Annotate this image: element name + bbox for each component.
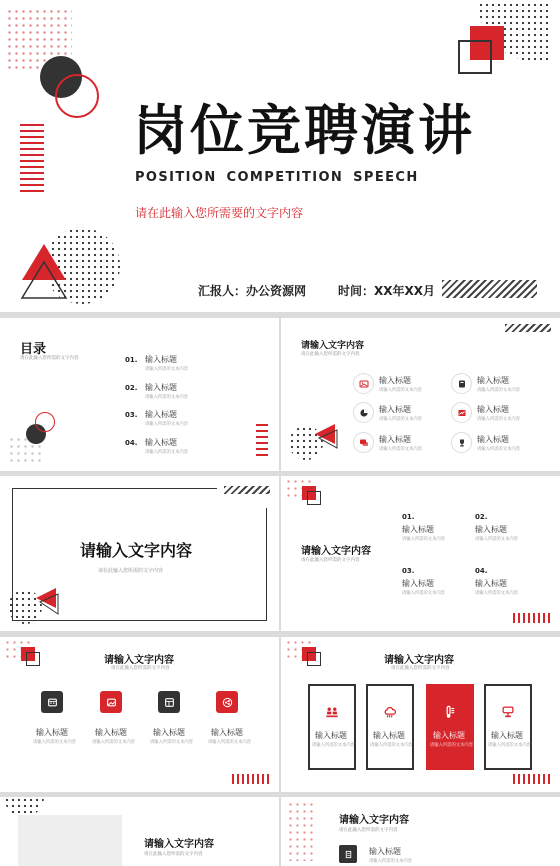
card-desc: 请输入所需的文本内容 (208, 740, 251, 745)
red-ring-decoration (35, 412, 55, 432)
image-text-slide[interactable] (0, 797, 279, 866)
list-slide[interactable] (281, 797, 560, 866)
item-num: 04. (475, 567, 488, 575)
numbered-item[interactable] (475, 567, 545, 599)
item-label: 输入标题 (475, 525, 507, 534)
feature-desc: 请输入所需的文本内容 (379, 388, 422, 393)
slide-desc: 请在此输入您所需的文字内容 (339, 828, 398, 833)
outline-square-decoration (307, 491, 321, 505)
toc-slide[interactable] (0, 318, 279, 471)
list-item-label: 输入标题 (369, 847, 401, 856)
image-icon (353, 373, 374, 394)
feature-desc: 请输入所需的文本内容 (477, 388, 520, 393)
toc-item-desc: 请输入所需的文本内容 (145, 422, 188, 427)
numbered-list-slide[interactable] (281, 476, 560, 631)
calendar-icon (41, 691, 63, 713)
cover-prompt: 请在此输入您所需要的文字内容 (135, 206, 304, 220)
dot-grid-decoration (4, 797, 44, 817)
toc-desc: 请在此输入您所需的文字内容 (20, 356, 79, 361)
item-label: 输入标题 (475, 579, 507, 588)
dot-grid-decoration (287, 801, 317, 861)
feature-label: 输入标题 (379, 435, 411, 444)
slide-desc: 请在此输入您所需的文字内容 (301, 352, 360, 357)
feature-item[interactable] (353, 432, 443, 458)
section-title: 请输入文字内容 (80, 541, 193, 560)
toc-item-num: 01. (125, 356, 138, 364)
card-columns-slide[interactable] (281, 637, 560, 792)
list-item[interactable] (339, 845, 459, 865)
item-num: 03. (402, 567, 415, 575)
slide-title: 请输入文字内容 (144, 839, 214, 850)
slide-desc: 请在此输入您所需的文字内容 (391, 666, 450, 671)
slide-title: 请输入文字内容 (384, 655, 454, 666)
column-card[interactable] (308, 684, 356, 770)
item-num: 02. (475, 513, 488, 521)
time-value: XX年XX月 (374, 284, 436, 298)
toc-item-label: 输入标题 (145, 437, 177, 447)
red-lines-decoration (20, 124, 44, 194)
feature-desc: 请输入所需的文本内容 (477, 417, 520, 422)
slide-desc: 请在此输入您所需的文字内容 (144, 852, 203, 857)
toc-title: 目录 (20, 342, 47, 357)
slide-title: 请输入文字内容 (301, 546, 371, 557)
diagonal-stripes-decoration (224, 486, 270, 494)
feature-desc: 请输入所需的文本内容 (379, 447, 422, 452)
outline-square-decoration (307, 652, 321, 666)
pie-chart-icon (353, 402, 374, 423)
feature-label: 输入标题 (477, 405, 509, 414)
red-lines-decoration (513, 613, 551, 623)
slide-title: 请输入文字内容 (104, 655, 174, 666)
feature-item[interactable] (451, 432, 541, 458)
outline-square-decoration (26, 652, 40, 666)
icon-row-slide[interactable] (0, 637, 279, 792)
thermometer-icon (442, 704, 458, 720)
card-desc: 请输入所需的文本内容 (33, 740, 76, 745)
feature-desc: 请输入所需的文本内容 (477, 447, 520, 452)
numbered-item[interactable] (475, 513, 545, 545)
trophy-icon (451, 432, 472, 453)
column-desc: 请输入所需的文本内容 (312, 743, 355, 748)
icon-card[interactable] (89, 691, 139, 749)
toc-item-num: 04. (125, 438, 138, 447)
red-lines-decoration (513, 774, 551, 784)
slide-desc: 请在此输入您所需的文字内容 (111, 666, 170, 671)
cover-title: 岗位竞聘演讲 (133, 99, 475, 162)
item-desc: 请输入所需的文本内容 (475, 537, 518, 542)
toc-item-num: 03. (125, 411, 138, 419)
toc-item-desc: 请输入所需的文本内容 (145, 367, 188, 372)
section-slide[interactable] (0, 476, 279, 631)
column-label: 输入标题 (315, 731, 347, 740)
feature-item[interactable] (451, 373, 541, 399)
icon-card[interactable] (205, 691, 255, 749)
feature-item[interactable] (353, 402, 443, 428)
column-card[interactable] (366, 684, 414, 770)
triangles-decoration (34, 586, 60, 616)
frame-right-line (266, 508, 267, 621)
triangles-decoration (313, 422, 339, 450)
feature-item[interactable] (451, 402, 541, 428)
image-placeholder (18, 815, 122, 866)
column-label: 输入标题 (373, 731, 405, 740)
document-icon (339, 845, 357, 863)
card-label: 输入标题 (153, 728, 185, 737)
list-item-desc: 请输入所需的文本内容 (369, 859, 412, 864)
feature-desc: 请输入所需的文本内容 (379, 417, 422, 422)
numbered-item[interactable] (402, 567, 472, 599)
cloud-icon (382, 704, 398, 720)
section-desc: 请在此输入您所需的文字内容 (98, 568, 164, 574)
column-desc: 请输入所需的文本内容 (488, 743, 531, 748)
card-desc: 请输入所需的文本内容 (150, 740, 193, 745)
slide-title: 请输入文字内容 (301, 341, 365, 351)
card-label: 输入标题 (36, 728, 68, 737)
icon-card[interactable] (147, 691, 197, 749)
toc-item-label: 输入标题 (145, 355, 177, 364)
toc-item-desc: 请输入所需的文本内容 (145, 394, 188, 400)
column-card[interactable] (484, 684, 532, 770)
reporter-label: 汇报人： (198, 284, 247, 298)
time-line (338, 282, 435, 299)
card-label: 输入标题 (211, 728, 243, 737)
column-card-highlighted[interactable] (426, 684, 474, 770)
item-desc: 请输入所需的文本内容 (402, 537, 445, 542)
diagonal-stripes-decoration (505, 324, 551, 332)
red-ring-decoration (55, 74, 99, 118)
bulb-icon (500, 704, 516, 720)
reporter-name: 办公资源网 (246, 284, 307, 298)
outline-square-decoration (458, 40, 492, 74)
column-desc: 请输入所需的文本内容 (430, 743, 473, 748)
bar-chart-icon (451, 402, 472, 423)
item-desc: 请输入所需的文本内容 (475, 591, 518, 596)
icon-grid-slide[interactable] (281, 318, 560, 471)
icon-card[interactable] (30, 691, 80, 749)
item-num: 01. (402, 513, 415, 521)
time-label: 时间： (338, 284, 375, 298)
feature-label: 输入标题 (379, 376, 411, 385)
toc-item-num: 02. (125, 383, 138, 392)
wallet-icon (451, 373, 472, 394)
image-icon (100, 691, 122, 713)
team-icon (324, 704, 340, 720)
slide-title: 请输入文字内容 (339, 815, 409, 826)
feature-label: 输入标题 (477, 376, 509, 385)
feature-label: 输入标题 (477, 435, 509, 444)
diagonal-stripes-decoration (442, 280, 537, 298)
layout-icon (158, 691, 180, 713)
item-label: 输入标题 (402, 579, 434, 588)
toc-item-label: 输入标题 (145, 382, 177, 392)
reporter-line (198, 282, 306, 299)
item-desc: 请输入所需的文本内容 (402, 591, 445, 596)
item-label: 输入标题 (402, 525, 434, 534)
red-lines-decoration (256, 424, 268, 460)
card-desc: 请输入所需的文本内容 (92, 740, 135, 745)
red-lines-decoration (232, 774, 270, 784)
triangles-decoration (18, 240, 70, 304)
card-label: 输入标题 (95, 728, 127, 737)
column-label: 输入标题 (433, 731, 465, 740)
column-desc: 请输入所需的文本内容 (370, 743, 413, 748)
toc-item-desc: 请输入所需的文本内容 (145, 449, 188, 455)
column-label: 输入标题 (491, 731, 523, 740)
numbered-item[interactable] (402, 513, 472, 545)
toc-item-label: 输入标题 (145, 410, 177, 419)
share-icon (216, 691, 238, 713)
cover-slide[interactable] (0, 0, 560, 312)
feature-item[interactable] (353, 373, 443, 399)
feature-label: 输入标题 (379, 405, 411, 414)
slide-desc: 请在此输入您所需的文字内容 (301, 558, 360, 563)
chat-icon (353, 432, 374, 453)
frame-top-line (12, 488, 217, 489)
cover-subtitle-en: POSITION COMPETITION SPEECH (135, 170, 419, 185)
